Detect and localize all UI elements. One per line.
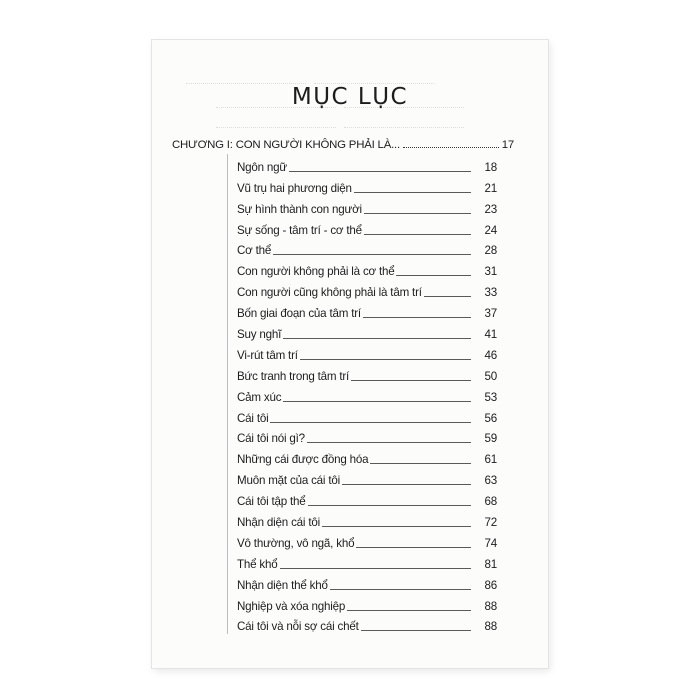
toc-entry: [227, 321, 497, 342]
chapter-heading: CHƯƠNG I: CON NGƯỜI KHÔNG PHẢI LÀ...: [172, 139, 400, 151]
toc-entry-page-number: 21: [484, 181, 497, 195]
toc-entry-page-number: 50: [484, 369, 497, 383]
toc-entry-label: Bức tranh trong tâm trí: [237, 369, 350, 383]
toc-entry-page-number: 86: [484, 578, 497, 592]
toc-entry: [227, 488, 497, 509]
toc-entry-label: Vô thường, vô ngã, khổ: [237, 536, 355, 550]
leader-line: [322, 526, 471, 527]
show-through-text: [212, 120, 548, 131]
toc-entry: [227, 175, 497, 196]
toc-entry: [227, 530, 497, 551]
toc-entry-page-number: 24: [484, 223, 497, 237]
toc-entry-label: Những cái được đồng hóa: [237, 453, 369, 467]
leader-line: [308, 505, 471, 506]
toc-entry-page-number: 31: [484, 265, 497, 279]
toc-entry: [227, 405, 497, 426]
toc-entry-page-number: 23: [484, 202, 497, 216]
leader-line: [370, 463, 471, 464]
toc-entry-label: Ngôn ngữ: [237, 160, 287, 174]
leader-line: [283, 401, 471, 402]
leader-line: [424, 296, 471, 297]
toc-entry: [227, 238, 497, 259]
toc-entry-label: Sự hình thành con người: [237, 202, 362, 216]
toc-entry-label: Cái tôi: [237, 411, 269, 425]
leader-line: [364, 213, 471, 214]
toc-entry-page-number: 28: [484, 244, 497, 258]
leader-line: [280, 568, 472, 569]
leader-line: [361, 630, 471, 631]
toc-entry-label: Vi-rút tâm trí: [237, 348, 298, 362]
toc-entry-page-number: 74: [484, 536, 497, 550]
toc-entry: [227, 363, 497, 384]
toc-entry-page-number: 88: [484, 599, 497, 613]
leader-line: [307, 442, 471, 443]
leader-line: [363, 317, 471, 318]
toc-entry: [227, 258, 497, 279]
toc-entry: [227, 593, 497, 614]
toc-entry: [227, 426, 497, 447]
toc-entry-page-number: 63: [484, 474, 497, 488]
toc-entry: [227, 551, 497, 572]
toc-entry-label: Suy nghĩ: [237, 328, 282, 342]
leader-line: [347, 610, 471, 611]
toc-entry: [227, 384, 497, 405]
toc-entry-label: Cái tôi và nỗi sợ cái chết: [237, 620, 359, 634]
chapter-page-number: 17: [501, 139, 514, 151]
toc-entry-label: Con người không phải là cơ thể: [237, 265, 395, 279]
leader-line: [300, 359, 471, 360]
toc-entry-page-number: 61: [484, 453, 497, 467]
toc-entry: [227, 342, 497, 363]
toc-entry: [227, 614, 497, 635]
toc-entry-page-number: 18: [484, 160, 497, 174]
toc-entry-label: Muôn mặt của cái tôi: [237, 474, 340, 488]
leader-line: [351, 380, 471, 381]
leader-line: [289, 171, 471, 172]
leader-line: [342, 484, 471, 485]
toc-entry-page-number: 33: [484, 286, 497, 300]
leader-line: [364, 234, 471, 235]
toc-entry: [227, 300, 497, 321]
leader-line: [354, 192, 471, 193]
toc-entry-label: Cảm xúc: [237, 390, 282, 404]
leader-line: [270, 422, 471, 423]
toc-entry-label: Con người cũng không phải là tâm trí: [237, 286, 422, 300]
chapter-heading-row: [172, 139, 514, 151]
toc-entry-page-number: 72: [484, 516, 497, 530]
toc-entry-page-number: 88: [484, 620, 497, 634]
page-title: MỤC LỤC: [291, 84, 409, 110]
toc-entry-label: Nhận diện thể khổ: [237, 578, 328, 592]
toc-entry-label: Cái tôi tập thể: [237, 495, 306, 509]
leader-line: [283, 338, 471, 339]
toc-entry: [227, 217, 497, 238]
toc-entry-label: Thể khổ: [237, 557, 278, 571]
leader-line: [356, 547, 471, 548]
toc-entry: [227, 196, 497, 217]
leader-line: [396, 275, 471, 276]
leader-line: [330, 589, 471, 590]
toc-entry-label: Cái tôi nói gì?: [237, 432, 305, 446]
toc-entry-label: Nghiệp và xóa nghiệp: [237, 599, 346, 613]
toc-entry-label: Nhận diện cái tôi: [237, 516, 320, 530]
toc-entry: [227, 446, 497, 467]
toc-entry-page-number: 41: [484, 328, 497, 342]
leader-line: [273, 254, 471, 255]
toc-entry: [227, 154, 497, 175]
toc-entry-label: Cơ thể: [237, 244, 272, 258]
toc-entry-page-number: 46: [484, 348, 497, 362]
toc-entry: [227, 279, 497, 300]
toc-entry-label: Vũ trụ hai phương diện: [237, 181, 352, 195]
toc-entry-page-number: 59: [484, 432, 497, 446]
toc-entry-page-number: 56: [484, 411, 497, 425]
toc-entry-label: Bốn giai đoạn của tâm trí: [237, 307, 361, 321]
book-page: [152, 40, 548, 668]
dot-leader: [403, 147, 499, 148]
toc-entry-list: [227, 154, 497, 634]
toc-entry-page-number: 37: [484, 307, 497, 321]
toc-entry-label: Sự sống - tâm trí - cơ thể: [237, 223, 362, 237]
toc-entry: [227, 467, 497, 488]
toc-entry-page-number: 81: [484, 557, 497, 571]
toc-entry-page-number: 53: [484, 390, 497, 404]
toc-entry-page-number: 68: [484, 495, 497, 509]
toc-entry: [227, 572, 497, 593]
toc-entry: [227, 509, 497, 530]
